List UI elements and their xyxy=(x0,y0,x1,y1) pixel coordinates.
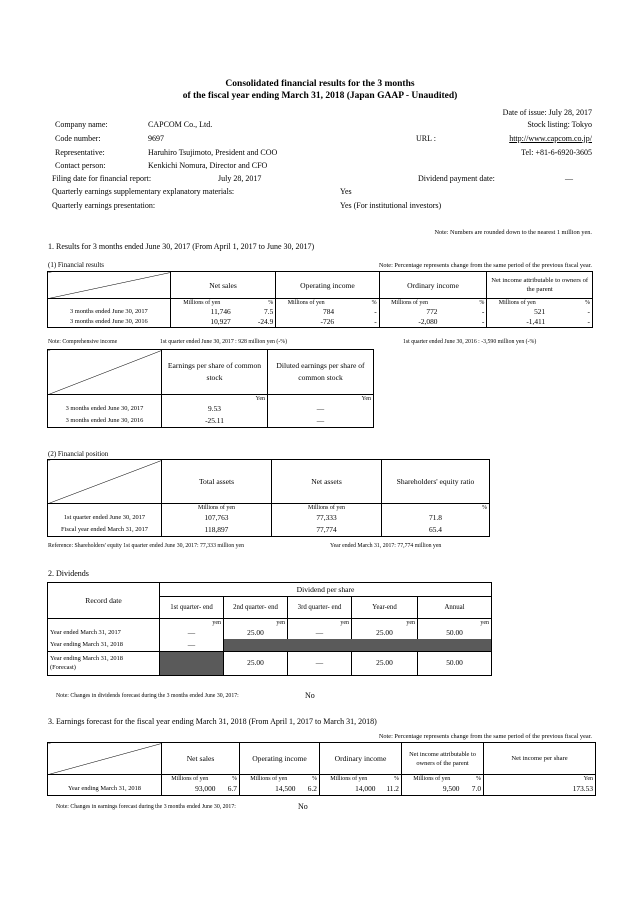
cell: 521 xyxy=(487,307,547,317)
cell: 25.00 xyxy=(224,651,288,675)
cell: ― xyxy=(160,627,224,639)
row-label: 3 months ended June 30, 2016 xyxy=(48,317,171,328)
header-total-assets: Total assets xyxy=(162,460,272,504)
report-title-line2: of the fiscal year ending March 31, 2018 (Japan GAAP - Unaudited) xyxy=(182,91,458,101)
cell: 118,897 xyxy=(162,524,272,536)
row-label: 1st quarter ended June 30, 2017 xyxy=(48,512,162,524)
cell: 65.4 xyxy=(382,524,490,536)
unit-label: yen xyxy=(352,619,418,628)
forecast-heading: 3. Earnings forecast for the fiscal year ending March 31, 2018 (From April 1, 2017 to March 31, 2018) xyxy=(48,717,377,726)
company-value: CAPCOM Co., Ltd. xyxy=(148,120,213,129)
pct-label: % xyxy=(394,776,400,782)
row-label: Year ending March 31, 2018 (Forecast) xyxy=(48,651,160,675)
section1-heading: 1. Results for 3 months ended June 30, 2017 (From April 1, 2017 to June 30, 2017) xyxy=(48,242,315,251)
cell: ― xyxy=(288,651,352,675)
table-row xyxy=(48,403,374,415)
table-row xyxy=(48,627,492,639)
row-label: 3 months ended June 30, 2016 xyxy=(48,415,162,427)
pct-label: % xyxy=(371,300,377,306)
unit-label: Millions of yen xyxy=(276,299,336,308)
cell: 173.53 xyxy=(484,783,596,795)
url-label: URL : xyxy=(416,134,436,143)
cell: 77,774 xyxy=(272,524,382,536)
shaded-cell xyxy=(160,651,224,675)
cell: -25.11 xyxy=(162,415,268,427)
financial-results-pct-note: Note: Percentage represents change from the same period of the previous fiscal year. xyxy=(378,262,592,269)
header-diluted-eps: Diluted earnings per share of common stock xyxy=(268,350,374,395)
cell: ― xyxy=(268,403,374,415)
cell: -726 xyxy=(276,317,336,328)
table-row xyxy=(48,415,374,427)
row-label: Year ending March 31, 2018 xyxy=(48,639,160,651)
cell: 50.00 xyxy=(418,651,492,675)
filing-date-value: July 28, 2017 xyxy=(218,174,262,183)
shaded-cell xyxy=(288,639,352,651)
cell: - xyxy=(336,317,379,328)
cell: - xyxy=(374,307,377,316)
header-diagonal-cell xyxy=(48,460,162,504)
unit-label: Yen xyxy=(268,395,374,404)
header-ordinary-income: Ordinary income xyxy=(320,743,402,775)
contact-value: Kenkichi Nomura, Director and CFO xyxy=(148,161,268,170)
col-1q: 1st quarter- end xyxy=(160,597,224,619)
cell: 14,500 xyxy=(240,783,298,795)
presentation-value: Yes (For institutional investors) xyxy=(340,201,442,210)
dividends-note: Note: Changes in dividends forecast during the 3 months ended June 30, 2017: xyxy=(56,693,239,699)
row-label: Year ended March 31, 2017 xyxy=(48,627,160,639)
cell: 784 xyxy=(276,307,336,317)
table-row xyxy=(48,639,492,651)
cell: 11,746 xyxy=(170,307,232,317)
telephone: Tel: +81-6-6920-3605 xyxy=(521,148,592,157)
cell: -2,080 xyxy=(379,317,439,328)
header-net-sales: Net sales xyxy=(162,743,240,775)
presentation-label: Quarterly earnings presentation: xyxy=(52,201,156,210)
cell: -24.9 xyxy=(233,317,276,328)
unit-label: Millions of yen xyxy=(240,775,298,784)
cell: 25.00 xyxy=(352,627,418,639)
cell: 25.00 xyxy=(224,627,288,639)
cell: 71.8 xyxy=(382,512,490,524)
unit-label: yen xyxy=(160,619,224,628)
dividends-heading: 2. Dividends xyxy=(48,569,89,578)
dividends-note-value: No xyxy=(305,691,315,700)
unit-label: Millions of yen xyxy=(320,775,378,784)
header-operating-income: Operating income xyxy=(276,272,379,299)
cell: ― xyxy=(268,415,374,427)
unit-label: yen xyxy=(288,619,352,628)
code-value: 9697 xyxy=(148,134,164,143)
unit-label: % xyxy=(382,504,490,513)
header-net-assets: Net assets xyxy=(272,460,382,504)
cell: - xyxy=(547,317,592,328)
company-url-link[interactable]: http://www.capcom.co.jp/ xyxy=(509,134,592,143)
header-operating-income: Operating income xyxy=(240,743,320,775)
supplementary-value: Yes xyxy=(340,187,352,196)
unit-label: yen xyxy=(224,619,288,628)
shaded-cell xyxy=(224,639,288,651)
header-eps: Earnings per share of common stock xyxy=(162,350,268,395)
cell: 772 xyxy=(379,307,439,317)
header-net-sales: Net sales xyxy=(170,272,276,299)
cell: 93,000 xyxy=(162,783,218,795)
stock-listing: Stock listing: Tokyo xyxy=(527,120,592,129)
table-row xyxy=(48,651,492,675)
cell: - xyxy=(481,307,485,316)
comprehensive-income-2016: 1st quarter ended June 30, 2016 : -3,590 million yen (-%) xyxy=(403,339,537,345)
unit-label: Millions of yen xyxy=(379,299,439,308)
dividends-table xyxy=(47,582,492,676)
unit-label: Yen xyxy=(162,395,268,404)
comprehensive-income-label: Note: Comprehensive income xyxy=(48,339,118,345)
cell: - xyxy=(547,307,592,317)
unit-label: Millions of yen xyxy=(162,775,218,784)
dividend-date-label: Dividend payment date: xyxy=(418,174,495,183)
financial-position-subheading: (2) Financial position xyxy=(48,450,109,458)
cell: 10,927 xyxy=(170,317,232,328)
header-net-income-parent: Net income attributable to owners of the parent xyxy=(487,272,593,299)
unit-label: Millions of yen xyxy=(272,504,382,513)
pct-label: % xyxy=(268,300,274,306)
unit-label: Millions of yen xyxy=(170,299,232,308)
forecast-pct-note: Note: Percentage represents change from the same period of the previous fiscal year. xyxy=(378,733,592,740)
forecast-table xyxy=(47,742,596,796)
forecast-note: Note: Changes in earnings forecast during the 3 months ended June 30, 2017: xyxy=(56,804,236,810)
representative-label: Representative: xyxy=(55,148,105,157)
header-equity-ratio: Shareholders' equity ratio xyxy=(382,460,490,504)
forecast-note-value: No xyxy=(298,802,308,811)
comprehensive-income-2017: 1st quarter ended June 30, 2017 : 928 million yen (-%) xyxy=(160,339,288,345)
cell: 6.7 xyxy=(218,783,240,795)
pct-label: % xyxy=(476,776,482,782)
col-3q: 3rd quarter- end xyxy=(288,597,352,619)
row-label: 3 months ended June 30, 2017 xyxy=(48,307,171,317)
cell: ― xyxy=(288,627,352,639)
company-label: Company name: xyxy=(55,120,108,129)
equity-reference-note: Reference: Shareholders' equity 1st quarter ended June 30, 2017: 77,333 million yen xyxy=(48,543,244,549)
financial-position-table xyxy=(47,459,490,537)
record-date-header: Record date xyxy=(48,583,160,619)
date-of-issue: Date of issue: July 28, 2017 xyxy=(502,108,592,117)
row-label: 3 months ended June 30, 2017 xyxy=(48,403,162,415)
supplementary-label: Quarterly earnings supplementary explanatory materials: xyxy=(52,187,235,196)
cell: 25.00 xyxy=(352,651,418,675)
contact-label: Contact person: xyxy=(55,161,106,170)
cell: 7.5 xyxy=(264,307,274,316)
cell: 9.53 xyxy=(162,403,268,415)
cell: 107,763 xyxy=(162,512,272,524)
header-diagonal-cell xyxy=(48,272,171,299)
cell: 50.00 xyxy=(418,627,492,639)
table-row xyxy=(48,317,593,328)
table-row xyxy=(48,524,490,536)
financial-results-table xyxy=(47,271,593,328)
dividend-per-share-header: Dividend per share xyxy=(160,583,492,597)
header-ordinary-income: Ordinary income xyxy=(379,272,487,299)
representative-value: Haruhiro Tsujimoto, President and COO xyxy=(148,148,278,157)
header-diagonal-cell xyxy=(48,350,162,395)
unit-label: yen xyxy=(418,619,492,628)
code-label: Code number: xyxy=(55,134,101,143)
cell: 6.2 xyxy=(298,783,320,795)
unit-label: Millions of yen xyxy=(162,504,272,513)
dividend-date-value: ― xyxy=(565,174,573,183)
shaded-cell xyxy=(352,639,418,651)
pct-label: % xyxy=(312,776,317,782)
cell: ― xyxy=(160,639,224,651)
row-label: Fiscal year ended March 31, 2017 xyxy=(48,524,162,536)
header-diagonal-cell xyxy=(48,743,162,775)
shaded-cell xyxy=(418,639,492,651)
table-row xyxy=(48,307,593,317)
pct-label: % xyxy=(547,299,592,308)
header-net-income-per-share: Net income per share xyxy=(484,743,596,775)
col-2q: 2nd quarter- end xyxy=(224,597,288,619)
table-row xyxy=(48,783,596,795)
row-label: Year ending March 31, 2018 xyxy=(48,783,162,795)
rounding-note: Note: Numbers are rounded down to the nearest 1 million yen. xyxy=(434,229,592,236)
unit-label: Yen xyxy=(484,775,596,784)
cell: 77,333 xyxy=(272,512,382,524)
unit-label: Millions of yen xyxy=(487,299,547,308)
eps-table xyxy=(47,349,374,428)
table-row xyxy=(48,512,490,524)
equity-reference-note-2: Year ended March 31, 2017: 77,774 million yen xyxy=(330,543,442,549)
cell: 9,500 xyxy=(402,783,462,795)
cell: 7.0 xyxy=(462,783,484,795)
unit-label: Millions of yen xyxy=(402,775,462,784)
cell: -1,411 xyxy=(487,317,547,328)
filing-date-label: Filing date for financial report: xyxy=(52,174,152,183)
header-net-income-parent: Net income attributable to owners of the parent xyxy=(402,743,484,775)
pct-label: % xyxy=(479,300,485,306)
report-title-line1: Consolidated financial results for the 3 months xyxy=(225,79,415,89)
cell: - xyxy=(439,317,486,328)
cell: 11.2 xyxy=(378,783,402,795)
pct-label: % xyxy=(232,776,237,782)
financial-results-subheading: (1) Financial results xyxy=(48,261,104,269)
cell: 14,000 xyxy=(320,783,378,795)
col-year-end: Year-end xyxy=(352,597,418,619)
col-annual: Annual xyxy=(418,597,492,619)
